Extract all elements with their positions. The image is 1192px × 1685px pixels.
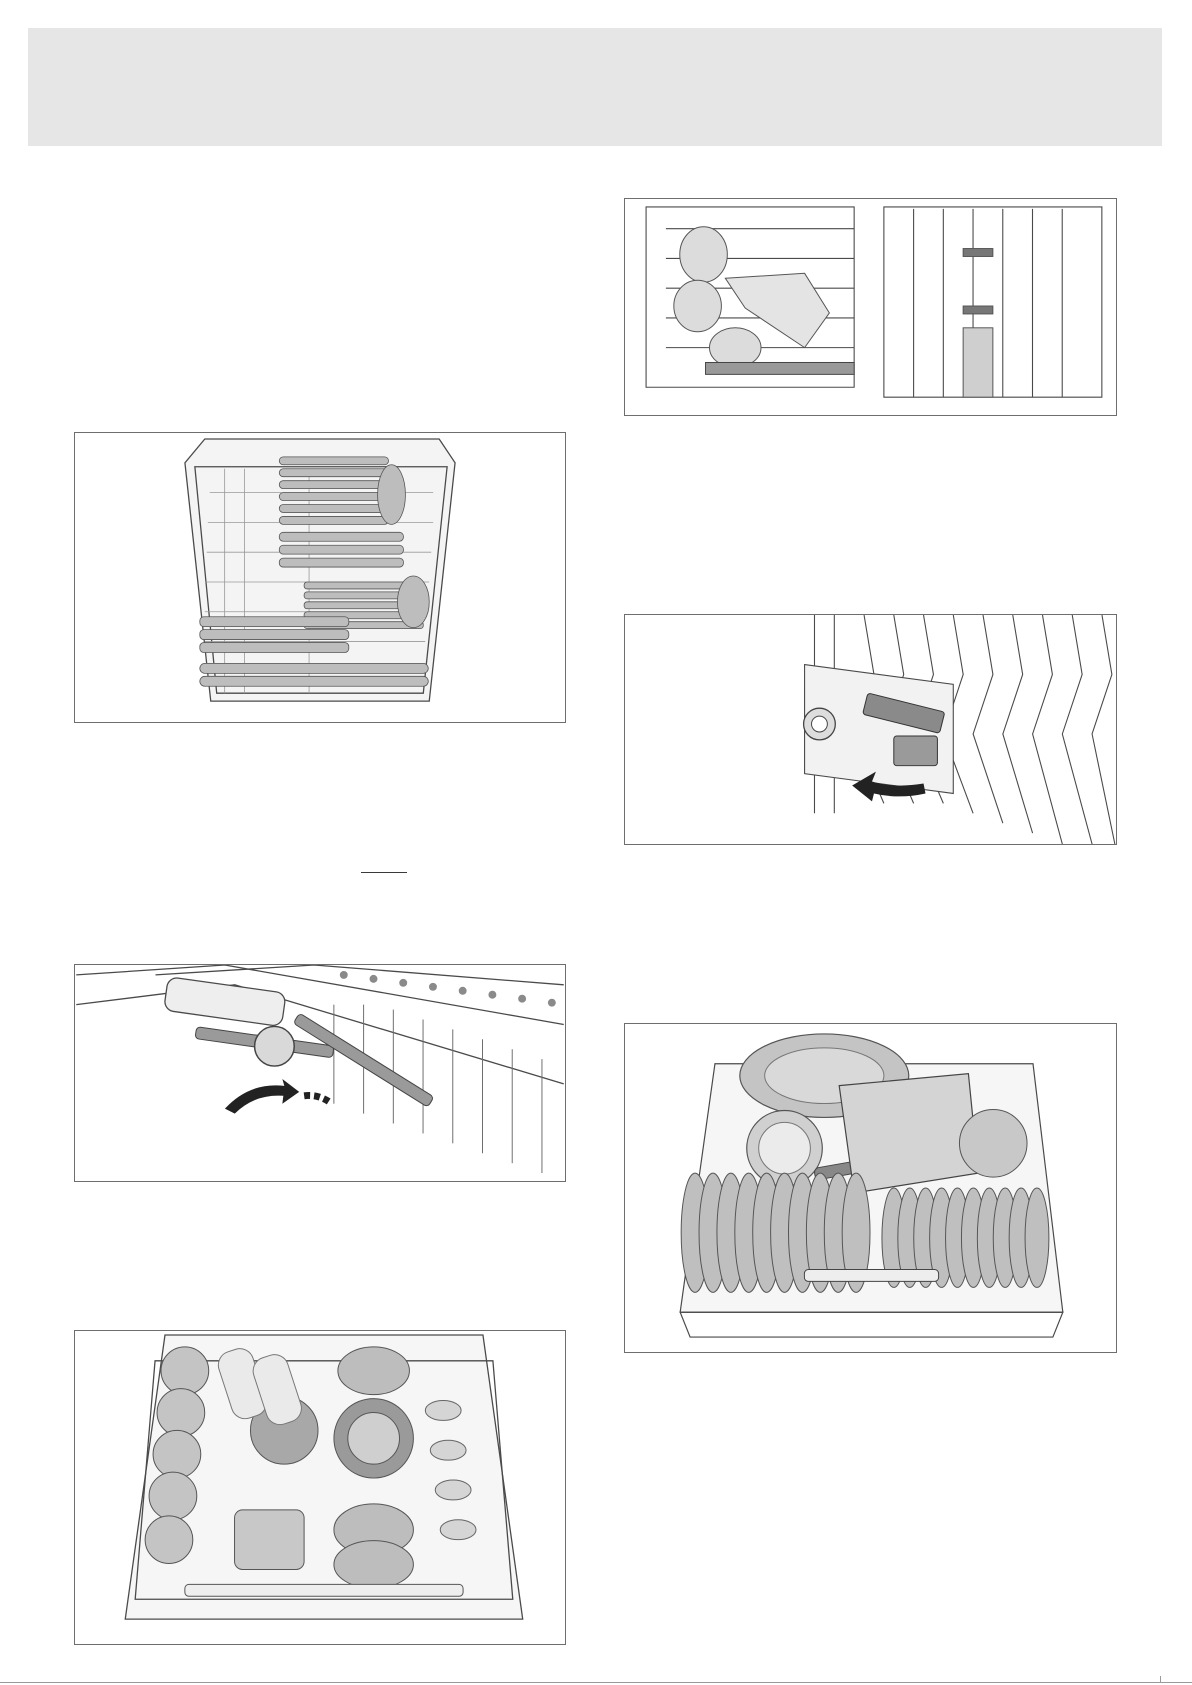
tine-row-drawing	[75, 965, 565, 1181]
cutlery-tray-illustration	[74, 432, 566, 723]
bottom-tick	[1160, 1676, 1161, 1682]
basket-lever-drawing	[625, 615, 1116, 844]
wine-glass-rack-drawing	[625, 199, 1116, 415]
basket-adjuster-lever-illustration	[624, 614, 1117, 845]
upper-basket-drawing	[75, 1331, 565, 1644]
bottom-rule	[0, 1682, 1192, 1683]
header-band	[28, 28, 1162, 146]
underline-mark	[361, 872, 407, 873]
rotating-tine-row-illustration	[74, 964, 566, 1182]
lower-basket-plates-pots-illustration	[624, 1023, 1117, 1353]
cutlery-tray-drawing	[75, 433, 565, 722]
lower-basket-drawing	[625, 1024, 1116, 1352]
upper-basket-cups-glasses-illustration	[74, 1330, 566, 1645]
wine-glass-rack-illustration	[624, 198, 1117, 416]
